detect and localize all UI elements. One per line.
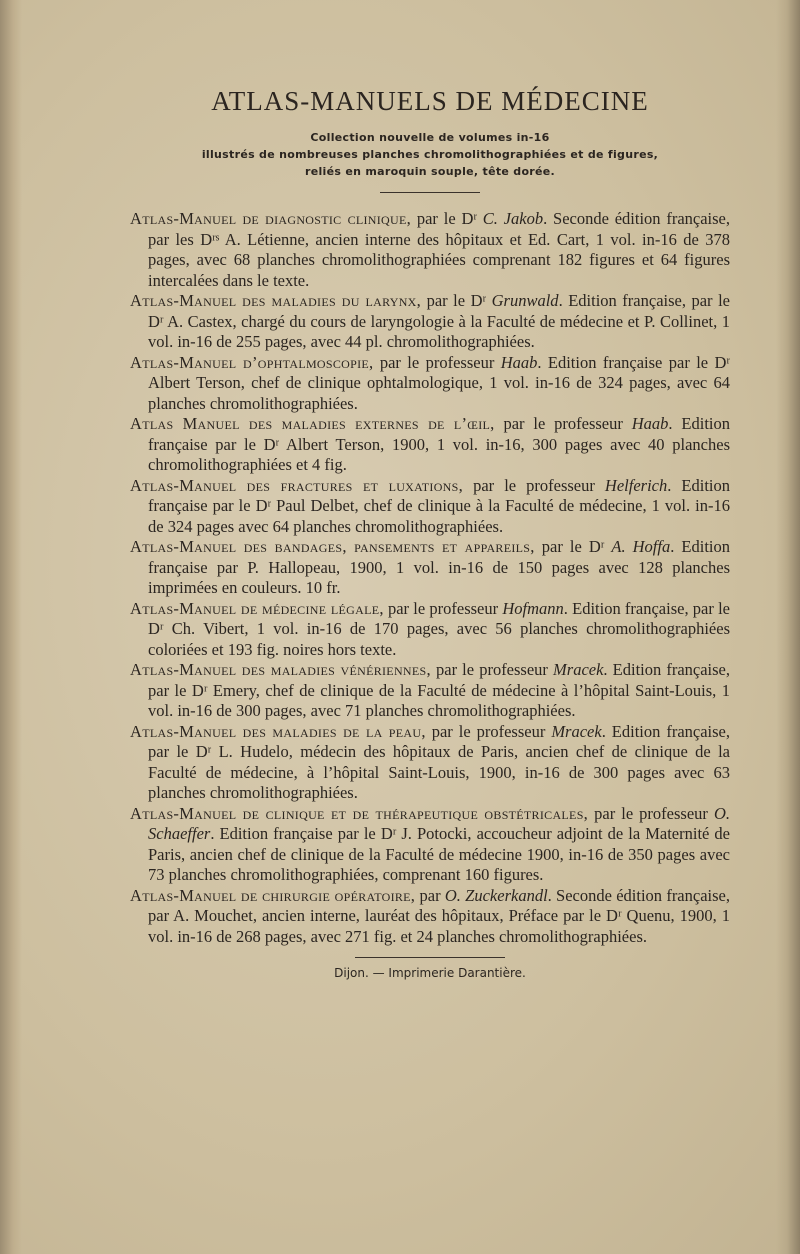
entry-text: . Edition française par le Dʳ Albert Terson, 1900, 1 vol. in-16, 300 pages avec 40 planches chromolithographiées et 4 fig. — [148, 414, 730, 474]
entry-heading: Atlas-Manuel des maladies vénériennes, — [130, 660, 431, 679]
entry-pre: par le professeur — [425, 721, 552, 741]
divider — [380, 192, 480, 193]
entry-author: Haab — [500, 352, 538, 372]
entry-pre: par — [415, 885, 445, 905]
entry-text: . Edition française par le Dʳ Albert Terson, chef de clinique ophtalmologique, 1 vol. in-16 de 324 pages, avec 64 planches chromolithographiées. — [148, 352, 731, 413]
entry-text: . Edition française par P. Hallopeau, 1900, 1 vol. in-16 de 150 pages avec 128 planches imprimées en couleurs. 10 fr. — [148, 537, 730, 597]
entry-pre: par le professeur — [373, 352, 501, 372]
entry-heading: Atlas-Manuel de diagnostic clinique, — [130, 209, 412, 228]
entry-author: Mracek — [551, 721, 602, 741]
entry-author: Hofmann — [502, 598, 564, 618]
entry-pre: par le Dʳ — [421, 291, 492, 310]
catalog-entries — [130, 209, 730, 947]
entry-text: . Seconde édition française, par les Dʳˢ A. Létienne, ancien interne des hôpitaux et Ed. Cart, 1 vol. in-16 de 378 pages, avec 68 planches chromolithographiées comprenant 182 figures et 64 figures intercalées dans le texte. — [148, 209, 731, 290]
page-title: ATLAS-MANUELS DE MÉDECINE — [211, 86, 649, 116]
catalog-entry — [130, 598, 730, 661]
entry-pre: par le professeur — [430, 660, 554, 679]
entry-author: O. Zuckerkandl — [444, 885, 548, 905]
entry-heading: Atlas-Manuel d’ophtalmoscopie, — [130, 352, 374, 372]
entry-heading: Atlas-Manuel des fractures et luxations, — [130, 475, 464, 495]
page-right-edge — [776, 0, 800, 1254]
entry-text: . Edition française, par le Dʳ L. Hudelo, médecin des hôpitaux de Paris, ancien chef de clinique de la Faculté de médecine, à l’hôpital Saint-Louis, 1900, in-16 de 300 pages avec 63 planches chromolithographiées. — [148, 721, 730, 802]
entry-heading: Atlas-Manuel de chirurgie opératoire, — [130, 885, 416, 905]
catalog-entry — [130, 537, 730, 599]
catalog-entry — [130, 291, 730, 353]
catalog-entry — [130, 414, 730, 476]
subtitle-line: illustrés de nombreuses planches chromolithographiées et de figures, — [201, 148, 659, 161]
entry-author: A. Hoffa — [611, 537, 671, 556]
entry-author: Mracek — [553, 660, 604, 679]
entry-author: Helferich — [604, 475, 668, 495]
entry-heading: Atlas-Manuel de médecine légale, — [130, 598, 384, 618]
subtitle — [130, 129, 730, 180]
catalog-entry — [130, 803, 730, 886]
entry-heading: Atlas-Manuel des bandages, pansements et appareils, — [130, 537, 535, 556]
catalog-entry — [130, 352, 731, 415]
entry-author: Grunwald — [491, 291, 559, 310]
entry-author: O. Schaeffer — [148, 803, 730, 843]
entry-pre: par le professeur — [383, 598, 503, 618]
entry-text: . Edition française, par le Dʳ A. Castex, chargé du cours de laryngologie à la Faculté de médecine et P. Collinet, 1 vol. in-16 de 255 pages, avec 44 pl. chromolithographiées. — [148, 291, 730, 351]
entry-pre: par le professeur — [494, 414, 632, 433]
entry-author: Haab — [631, 414, 669, 433]
entry-pre: par le professeur — [588, 803, 714, 823]
entry-heading: Atlas-Manuel des maladies de la peau, — [130, 721, 426, 741]
entry-text: . Edition française par le Dʳ J. Potocki, accoucheur adjoint de la Maternité de Paris, ancien chef de clinique de la Faculté de médecine 1900, in-16 de 350 pages avec 73 planches chromolithographiées, comprenant 160 figures. — [148, 824, 730, 884]
printer-imprint: Dijon. — Imprimerie Darantière. — [334, 966, 526, 980]
entry-heading: Atlas-Manuel de clinique et de thérapeutique obstétricales, — [130, 803, 589, 823]
footer-divider — [355, 957, 505, 958]
entry-pre: par le professeur — [463, 475, 605, 495]
subtitle-line: reliés en maroquin souple, tête dorée. — [304, 165, 556, 178]
entry-text: . Seconde édition française, par A. Mouchet, ancien interne, lauréat des hôpitaux, Préface par le Dʳ Quenu, 1900, 1 vol. in-16 de 268 pages, avec 271 fig. et 24 planches chromolithographiées. — [148, 885, 730, 946]
entry-heading: Atlas-Manuel des maladies du larynx, — [130, 291, 422, 310]
entry-text: . Edition française, par le Dʳ Ch. Vibert, 1 vol. in-16 de 170 pages, avec 56 planches chromolithographiées coloriées et 193 fig. noires hors texte. — [148, 598, 730, 659]
catalog-entry — [130, 660, 731, 722]
entry-heading: Atlas Manuel des maladies externes de l’œil, — [130, 414, 495, 433]
catalog-entry — [130, 209, 731, 291]
subtitle-line: Collection nouvelle de volumes in-16 — [310, 131, 550, 144]
entry-author: C. Jakob — [482, 209, 544, 228]
catalog-entry — [130, 475, 730, 538]
catalog-entry — [130, 721, 730, 804]
entry-text: . Edition française, par le Dʳ Emery, chef de clinique de la Faculté de médecine à l’hôpital Saint-Louis, 1 vol. in-16 de 300 pages, avec 71 planches chromolithographiées. — [148, 660, 731, 720]
entry-pre: par le Dʳ — [534, 537, 612, 556]
page-content — [130, 86, 730, 980]
entry-pre: par le Dʳ — [411, 209, 483, 228]
entry-text: . Edition française par le Dʳ Paul Delbet, chef de clinique à la Faculté de médecine, 1 vol. in-16 de 324 pages avec 64 planches chromolithographiées. — [148, 475, 730, 536]
page-left-edge — [0, 0, 22, 1254]
catalog-entry — [130, 885, 730, 948]
